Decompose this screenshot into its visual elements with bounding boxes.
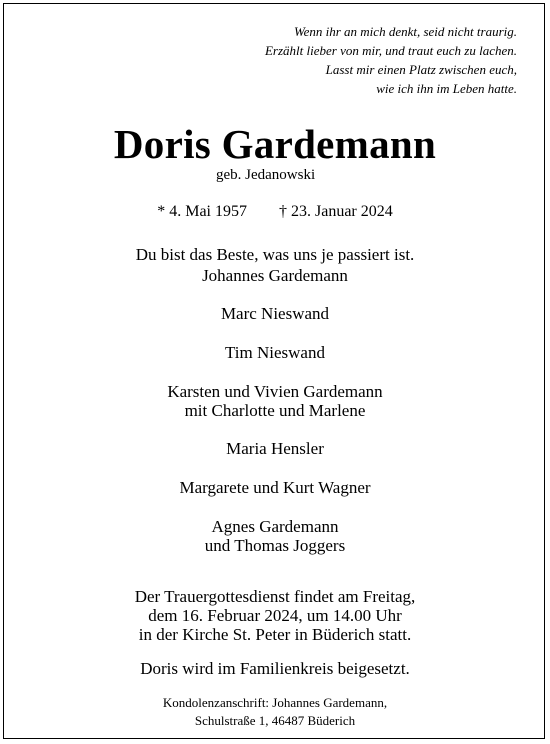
poem-line: wie ich ihn im Leben hatte. [376,81,517,96]
mourner [0,478,550,497]
death-date: † 23. Januar 2024 [279,203,393,220]
service-line: in der Kirche St. Peter in Büderich statt. [138,625,412,644]
mourner-line: Marc Nieswand [220,304,330,323]
mourner [0,304,550,323]
service-line: dem 16. Februar 2024, um 14.00 Uhr [148,606,402,625]
condolence-line: Kondolenzanschrift: Johannes Gardemann, [162,695,388,710]
burial-note: Doris wird im Familienkreis beigesetzt. [140,659,410,678]
service-info [0,587,550,644]
poem-line: Lasst mir einen Platz zwischen euch, [325,62,517,77]
mourner-line: Johannes Gardemann [202,266,348,285]
mourner-line: und Thomas Joggers [204,536,346,555]
condolence-line: Schulstraße 1, 46487 Büderich [194,713,356,728]
mourner [0,343,550,362]
tagline: Du bist das Beste, was uns je passiert ist. [135,245,415,264]
poem-line: Erzählt lieber von mir, und traut euch zu lachen. [264,43,517,58]
life-dates [0,202,550,222]
maiden-name: geb. Jedanowski [216,167,316,183]
mourner [0,266,550,286]
mourner-line: Karsten und Vivien Gardemann [167,382,383,401]
mourner [0,382,550,420]
mourner [0,439,550,458]
mourner-line: Maria Hensler [226,439,324,458]
deceased-name: Doris Gardemann [113,121,437,167]
poem [265,22,517,98]
condolence-address [0,694,550,730]
mourner-line: mit Charlotte und Marlene [184,401,366,420]
service-line: Der Trauergottesdienst findet am Freitag, [134,587,416,606]
mourner-line: Margarete und Kurt Wagner [179,478,371,497]
mourner-line: Tim Nieswand [225,343,325,362]
mourner-line: Agnes Gardemann [211,517,339,536]
birth-date: * 4. Mai 1957 [157,203,247,220]
poem-line: Wenn ihr an mich denkt, seid nicht traurig. [293,24,517,39]
mourners-list [0,266,550,555]
mourner [0,517,550,555]
